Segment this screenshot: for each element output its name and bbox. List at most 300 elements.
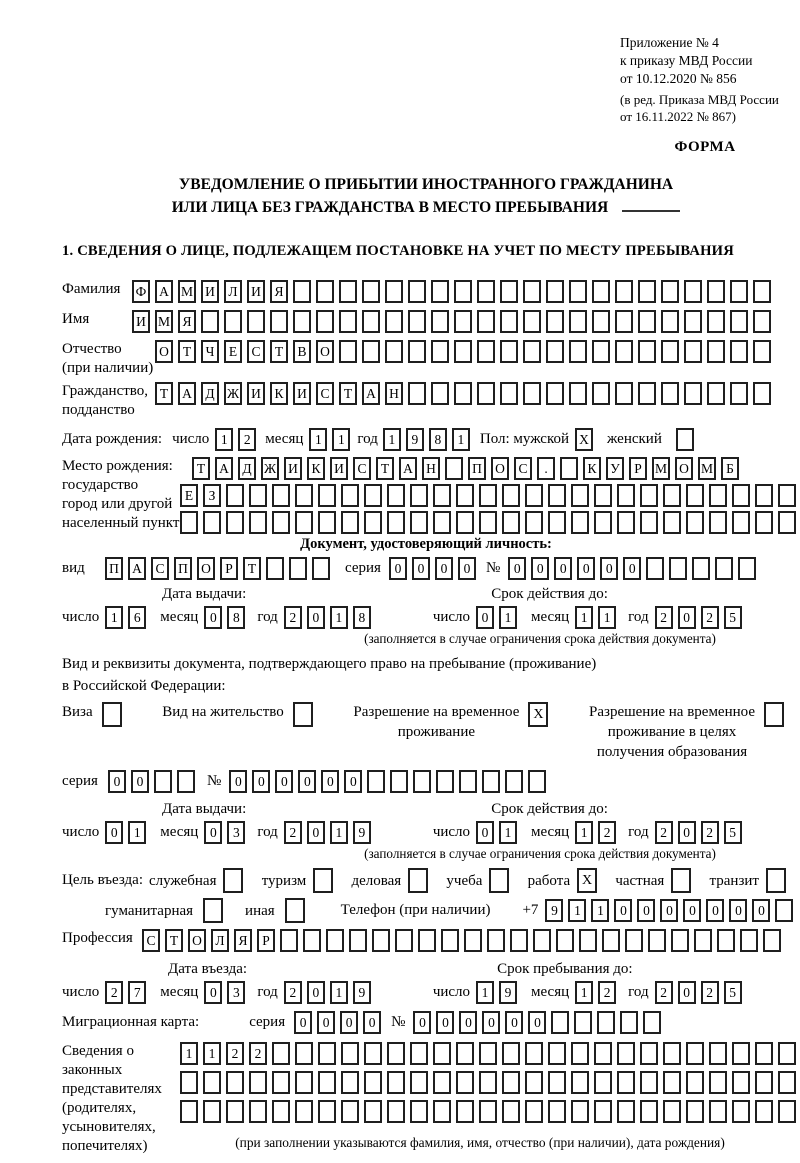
form-cell [709,1071,727,1094]
form-cell: Л [224,280,242,303]
option-temp-residence-checkbox: X [528,702,548,727]
permit-expiry-date-group [433,821,742,844]
form-cell [272,511,290,534]
birth-place-label-line: государство [62,477,139,493]
form-cell [203,511,221,534]
form-cell: Т [243,557,261,580]
representatives-cells-column [180,1042,800,1151]
form-cell: Т [178,340,196,363]
doc-number-cells [508,557,756,580]
form-cell [303,929,321,952]
form-cell: 1 [575,606,593,629]
form-cell [339,310,357,333]
title-blank-underline [622,196,680,212]
form-cell [482,770,500,793]
surname-label: Фамилия [62,281,121,297]
ref-line: Приложение № 4 [620,35,719,50]
form-cell [615,310,633,333]
representatives-row3-cells [180,1100,800,1123]
form-cell [763,929,781,952]
form-cell [775,899,793,922]
form-cell [500,310,518,333]
form-cell: 2 [284,821,302,844]
purpose-humanitarian-checkbox [203,898,223,923]
purpose-study-checkbox [489,868,509,893]
form-cell [431,382,449,405]
form-cell: 2 [655,981,673,1004]
form-cell [755,1071,773,1094]
form-cell [500,382,518,405]
form-cell [318,484,336,507]
form-cell [177,770,195,793]
form-cell: 2 [238,428,256,451]
form-cell [289,557,307,580]
form-cell [500,340,518,363]
form-cell: . [537,457,555,480]
form-cell [433,484,451,507]
year-label: год [257,609,278,625]
birth-date-row [62,428,790,451]
representatives-labels [62,1042,180,1156]
day-label: число [62,984,100,1000]
permit-expiry-day-cells [476,821,517,844]
form-cell: П [105,557,123,580]
representatives-row1-cells [180,1042,800,1065]
form-cell [431,280,449,303]
form-cell [615,382,633,405]
form-cell [390,770,408,793]
header-reference [620,34,790,125]
form-cell: Р [257,929,275,952]
permit-number-cells [229,770,546,793]
form-cell [525,1100,543,1123]
form-cell: 9 [545,899,563,922]
form-cell [385,310,403,333]
form-cell [663,511,681,534]
form-cell: С [151,557,169,580]
form-cell [594,1100,612,1123]
form-cell: 2 [284,981,302,1004]
form-cell: П [468,457,486,480]
form-cell: Л [211,929,229,952]
form-cell [502,1100,520,1123]
form-cell [574,1011,592,1034]
form-cell: И [330,457,348,480]
form-cell [592,280,610,303]
form-cell [341,484,359,507]
form-cell: 1 [332,428,350,451]
form-cell [502,511,520,534]
option-visa-label: Виза [62,704,93,720]
form-cell [571,1100,589,1123]
form-cell: Т [339,382,357,405]
expiry-note: (заполняется в случае ограничения срока действия документа) [364,631,716,646]
purpose-official: служебная [149,868,244,893]
form-cell [479,511,497,534]
form-cell: 0 [508,557,526,580]
option-residence-permit [162,702,312,727]
form-cell [523,382,541,405]
day-label: число [62,824,100,840]
birth-place-row2-cells [180,484,796,507]
ref-line: от 10.12.2020 № 856 [620,71,737,86]
form-cell: А [155,280,173,303]
form-cell: И [132,310,150,333]
form-cell [753,382,771,405]
entry-dates-row [62,981,790,1004]
day-label: число [62,609,100,625]
form-cell [295,511,313,534]
form-cell: 0 [678,821,696,844]
form-cell: К [307,457,325,480]
form-cell: А [178,382,196,405]
form-cell: М [155,310,173,333]
form-cell [433,1071,451,1094]
form-cell [280,929,298,952]
surname-row [62,280,790,303]
migration-number-label: № [391,1014,406,1030]
patronymic-label-line2: (при наличии) [62,360,154,376]
purpose-other: иная [245,898,305,923]
permit-issue-day-cells [105,821,146,844]
form-cell [753,280,771,303]
form-cell [730,310,748,333]
purpose-business-checkbox [408,868,428,893]
form-cell [525,1042,543,1065]
form-cell [523,280,541,303]
form-cell: С [247,340,265,363]
form-cell: А [362,382,380,405]
form-cell: 0 [678,981,696,1004]
permit-number-label: № [207,773,222,789]
form-cell [272,1042,290,1065]
month-label: месяц [265,431,304,447]
form-cell: И [247,382,265,405]
form-cell: 2 [655,821,673,844]
form-cell [502,1071,520,1094]
birth-month-cells [309,428,350,451]
birth-place-row3-cells [180,511,796,534]
form-cell [459,770,477,793]
form-cell: О [155,340,173,363]
form-cell [709,511,727,534]
form-cell: С [142,929,160,952]
representatives-row2-cells [180,1071,800,1094]
phone-prefix: +7 [522,902,539,918]
form-cell: 8 [227,606,245,629]
form-cell: С [514,457,532,480]
sex-female-checkbox [676,428,694,451]
form-cell: 1 [330,606,348,629]
visit-purpose-row2 [105,898,790,923]
form-cell: Я [234,929,252,952]
representatives-label-line: попечителях) [62,1138,148,1154]
doc-number-label: № [485,560,501,576]
form-cell [730,382,748,405]
form-cell: 9 [499,981,517,1004]
stay-year-cells [655,981,742,1004]
form-cell [505,770,523,793]
form-cell [548,1071,566,1094]
form-cell [441,929,459,952]
form-cell [408,340,426,363]
option-temp-residence-education [589,702,784,762]
representatives-block [62,1042,790,1156]
form-cell [431,310,449,333]
birth-place-label-line: Место рождения: [62,458,173,474]
purpose-other-checkbox [285,898,305,923]
citizenship-label [62,382,155,420]
form-cell [709,484,727,507]
form-cell: С [353,457,371,480]
form-cell [318,511,336,534]
form-cell [362,340,380,363]
form-cell: 2 [655,606,673,629]
form-cell [410,484,428,507]
form-cell [661,310,679,333]
form-cell: 0 [435,557,453,580]
form-cell [477,382,495,405]
form-cell [408,310,426,333]
form-cell [684,280,702,303]
form-cell [477,310,495,333]
form-cell: 5 [724,981,742,1004]
form-cell [525,1071,543,1094]
form-cell: Д [238,457,256,480]
form-cell [686,1071,704,1094]
form-cell [272,1100,290,1123]
form-cell [638,340,656,363]
form-cell [341,511,359,534]
form-label: ФОРМА [674,139,736,155]
permit-issue-date-group [62,821,371,844]
form-cell [546,340,564,363]
stay-day-cells [476,981,517,1004]
form-cell [755,1042,773,1065]
permit-expiry-note: (заполняется в случае ограничения срока действия документа) [364,846,716,861]
form-cell [548,1100,566,1123]
form-cell: 6 [128,606,146,629]
expiry-month-cells [575,606,616,629]
form-cell: 1 [309,428,327,451]
form-cell: У [606,457,624,480]
form-cell: О [197,557,215,580]
section1-heading: 1. СВЕДЕНИЯ О ЛИЦЕ, ПОДЛЕЖАЩЕМ ПОСТАНОВКЕ НА УЧЕТ ПО МЕСТУ ПРЕБЫВАНИЯ [62,243,734,259]
form-cell [387,1100,405,1123]
form-cell: 0 [706,899,724,922]
resident-doc-options-row [62,702,790,762]
form-cell: 1 [452,428,470,451]
form-cell [661,280,679,303]
form-cell: 9 [353,981,371,1004]
form-cell: А [128,557,146,580]
purpose-transit-checkbox [766,868,786,893]
form-cell: Т [192,457,210,480]
form-cell [385,340,403,363]
patronymic-row [62,340,790,378]
form-cell [617,1100,635,1123]
entry-month-cells [204,981,245,1004]
form-cell: Р [629,457,647,480]
form-cell: З [203,484,221,507]
representatives-label-line: усыновителях, [62,1119,156,1135]
form-cell [418,929,436,952]
form-cell: 0 [307,981,325,1004]
form-cell [707,382,725,405]
form-cell: 0 [729,899,747,922]
form-cell: Н [422,457,440,480]
form-cell: 9 [353,821,371,844]
form-cell [456,511,474,534]
doc-type-cells [105,557,330,580]
stay-until-heading: Срок пребывания до: [497,961,633,977]
form-cell [684,382,702,405]
form-cell [272,1071,290,1094]
phone-label: Телефон (при наличии) [340,902,491,918]
form-cell: Я [270,280,288,303]
form-cell [740,929,758,952]
form-cell [479,1042,497,1065]
form-cell [445,457,463,480]
migration-number-cells [413,1011,661,1034]
expiry-day-cells [476,606,517,629]
form-cell [180,511,198,534]
permit-seria-cells [108,770,195,793]
option-visa [62,702,122,727]
purpose-tourism-checkbox [313,868,333,893]
form-cell [249,1100,267,1123]
form-cell [738,557,756,580]
migration-card-row [62,1011,790,1034]
visit-purpose-label: Цель въезда: [62,872,143,888]
form-cell [477,340,495,363]
form-cell: И [201,280,219,303]
form-cell: К [583,457,601,480]
form-cell [684,340,702,363]
form-cell [692,557,710,580]
form-cell [778,484,796,507]
form-cell [456,1071,474,1094]
form-cell [203,1071,221,1094]
form-cell: 0 [131,770,149,793]
purpose-study: учеба [446,868,509,893]
form-cell: Ф [132,280,150,303]
form-cell [579,929,597,952]
form-cell: 0 [436,1011,454,1034]
form-cell [410,1042,428,1065]
form-cell: 0 [623,557,641,580]
form-cell [431,340,449,363]
form-cell: 0 [204,821,222,844]
purpose-work: работа X [528,868,598,893]
form-cell [436,770,454,793]
doc-type-label: вид [62,560,85,576]
form-cell [226,1100,244,1123]
month-label: месяц [160,609,199,625]
option-residence-permit-checkbox [293,702,313,727]
issue-month-cells [204,606,245,629]
form-cell [594,1042,612,1065]
form-cell [341,1071,359,1094]
form-cell [594,511,612,534]
form-cell [778,1100,796,1123]
permit-issue-year-cells [284,821,371,844]
birth-place-label-line: населенный пункт [62,515,180,531]
form-cell: М [652,457,670,480]
ref-edition-line: от 16.11.2022 № 867) [620,109,737,124]
form-cell [592,340,610,363]
form-cell: 0 [476,821,494,844]
form-cell [686,484,704,507]
form-cell [640,1100,658,1123]
form-cell: 0 [252,770,270,793]
form-cell [456,1042,474,1065]
form-cell: М [698,457,716,480]
option-temp-residence-education-label: Разрешение на временное проживание в целях получения образования [589,704,755,760]
form-cell: 7 [128,981,146,1004]
doc-seria-cells [389,557,476,580]
form-cell: 0 [458,557,476,580]
form-cell: 1 [568,899,586,922]
representatives-label-line: (родителях, [62,1100,137,1116]
form-cell [180,1071,198,1094]
form-cell: Т [270,340,288,363]
birth-place-label-line: город или другой [62,496,173,512]
form-cell [479,1100,497,1123]
form-cell [686,1042,704,1065]
form-cell: Д [201,382,219,405]
form-cell [778,1042,796,1065]
form-cell: 0 [204,606,222,629]
identity-doc-row [62,557,790,580]
form-cell [201,310,219,333]
form-cell [594,1071,612,1094]
form-cell [615,340,633,363]
form-cell [597,1011,615,1034]
issue-date-heading: Дата выдачи: [162,586,247,602]
birth-place-row1-cells [192,457,796,480]
form-cell [295,484,313,507]
form-cell [594,484,612,507]
form-cell: 0 [459,1011,477,1034]
form-cell [249,1071,267,1094]
form-cell [778,511,796,534]
form-cell [669,557,687,580]
form-cell [684,310,702,333]
permit-issue-month-cells [204,821,245,844]
form-cell [293,280,311,303]
form-cell: 8 [353,606,371,629]
day-label: число [432,609,471,625]
form-cell: 2 [598,981,616,1004]
form-cell: 2 [701,821,719,844]
permit-dates-row [62,821,790,844]
form-cell: 0 [600,557,618,580]
form-cell: 1 [128,821,146,844]
form-cell [510,929,528,952]
document-title [62,174,790,219]
form-cell [318,1042,336,1065]
form-cell [571,1042,589,1065]
form-cell [270,310,288,333]
form-cell [312,557,330,580]
option-temp-residence-label: Разрешение на временное проживание [353,704,520,740]
form-cell [318,1071,336,1094]
form-cell: 2 [226,1042,244,1065]
birth-place-labels [62,457,180,533]
form-cell [648,929,666,952]
form-cell: 0 [577,557,595,580]
